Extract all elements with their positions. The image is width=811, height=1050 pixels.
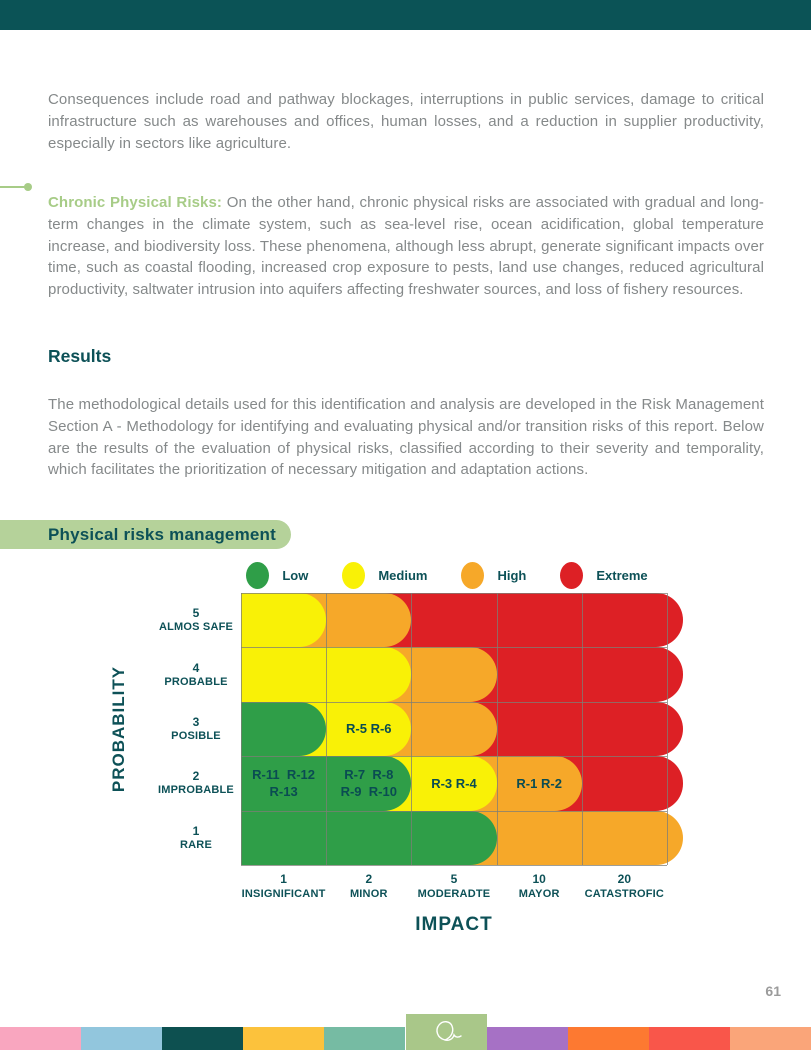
impact-axis-title: IMPACT (415, 914, 493, 935)
extreme-dot-icon (560, 562, 583, 589)
medium-dot-icon (342, 562, 365, 589)
risk-id-line: R-9 R-10 (340, 784, 397, 800)
page-number: 61 (765, 983, 781, 999)
risk-cell-label (497, 756, 582, 810)
top-bar (0, 0, 811, 30)
section-title-pill (0, 520, 291, 549)
bullet-connector-line (0, 186, 26, 188)
legend-label: Medium (378, 567, 428, 583)
matrix-row-prob-5 (241, 593, 667, 647)
risk-legend (84, 560, 810, 590)
footer-color-block (81, 1027, 162, 1050)
risk-band-green (241, 811, 497, 865)
footer-color-block (243, 1027, 324, 1050)
risk-id-line: R-13 (269, 784, 298, 800)
matrix-gridline-vertical (411, 593, 412, 865)
probability-axis-ticks (153, 593, 239, 865)
legend-label: High (497, 567, 527, 583)
tick-name: POSIBLE (171, 729, 221, 742)
impact-tick-2 (326, 872, 411, 908)
matrix-row-prob-1 (241, 811, 667, 865)
section-title: Physical risks management (48, 524, 277, 544)
probability-tick-4 (153, 647, 239, 701)
probability-tick-1 (153, 811, 239, 865)
bullet-connector-dot (24, 183, 32, 191)
tick-name: ALMOS SAFE (158, 621, 234, 634)
risk-id-line: R-5 R-6 (346, 721, 392, 737)
tick-name: MODERADTE (417, 888, 491, 900)
impact-tick-1 (241, 872, 326, 908)
probability-axis-title: PROBABILITY (109, 665, 128, 793)
tick-name: PROBABLE (164, 675, 228, 688)
risk-id-line: R-11 R-12 (252, 767, 316, 783)
tick-name: IMPROBABLE (158, 784, 234, 797)
risk-cell-label (326, 702, 411, 756)
risk-cell-label (411, 756, 496, 810)
tick-number: 4 (192, 660, 200, 675)
paragraph-chronic-risks (48, 192, 764, 301)
legend-label: Extreme (596, 567, 648, 583)
results-heading: Results (48, 345, 112, 366)
footer-color-block (487, 1027, 568, 1050)
risk-cell-label (326, 756, 411, 810)
paragraph-consequences: Consequences include road and pathway blockages, interruptions in public services, damage to critical infrastructure such as warehouses and offices, human losses, and a reduction in supplier productivity, especially in sectors like agriculture. (48, 91, 764, 152)
footer-color-block (730, 1027, 811, 1050)
chronic-risks-text: On the other hand, chronic physical risks are associated with gradual and long-term changes in the climate system, such as sea-level rise, ocean acidification, global temperature increase, and biodiversity loss. These phenomena, although less abrupt, generate significant impacts over time, such as coastal flooding, increased crop exposure to pests, land use changes, reduced agricultural productivity, saltwater intrusion into aquifers affecting freshwater sources, and loss of fishery resources. (48, 194, 765, 299)
tick-name: RARE (180, 838, 212, 851)
risk-id-line: R-7 R-8 (344, 767, 394, 783)
tick-name: CATASTROFIC (584, 888, 665, 900)
footer-color-block (162, 1027, 243, 1050)
risk-id-line: R-3 R-4 (431, 775, 477, 791)
tick-number: 5 (192, 606, 200, 621)
risk-cell-label (241, 756, 326, 810)
matrix-row-prob-3 (241, 702, 667, 756)
probability-tick-5 (153, 593, 239, 647)
footer-color-block (568, 1027, 649, 1050)
footer-color-block (0, 1027, 81, 1050)
footer-color-block (324, 1027, 405, 1050)
tick-number: 3 (192, 714, 200, 729)
matrix-gridline-horizontal (241, 811, 667, 812)
leaf-logo-icon (429, 1018, 463, 1046)
impact-tick-20 (582, 872, 667, 908)
risk-band-yellow (241, 593, 326, 647)
paragraph-methodology: The methodological details used for this identification and analysis are developed in the Risk Management Section A - Methodology for identifying and evaluating physical and/or transition risks of this report. Below are the results of the evaluation of physical risks, classified according to their severity and temporality, which facilitates the prioritization of necessary mitigation and adaptation actions. (48, 396, 764, 479)
tick-name: MINOR (349, 888, 388, 900)
footer-color-block (649, 1027, 730, 1050)
tick-name: MAYOR (518, 888, 560, 900)
matrix-gridline-vertical (241, 593, 242, 865)
impact-axis-ticks (241, 872, 667, 908)
tick-name: INSIGNIFICANT (241, 888, 326, 900)
footer-logo-block (406, 1014, 487, 1050)
probability-tick-3 (153, 702, 239, 756)
matrix-row-prob-4 (241, 647, 667, 701)
tick-number: 20 (617, 872, 632, 886)
tick-number: 2 (192, 769, 200, 784)
chronic-risks-lead: Chronic Physical Risks: (48, 194, 223, 211)
tick-number: 1 (280, 872, 287, 886)
legend-item-medium (342, 562, 427, 589)
risk-id-line: R-1 R-2 (516, 775, 562, 791)
matrix-gridline-horizontal (241, 702, 667, 703)
impact-tick-5 (411, 872, 496, 908)
matrix-gridline-horizontal (241, 865, 667, 866)
impact-tick-10 (497, 872, 582, 908)
matrix-gridline-horizontal (241, 647, 667, 648)
tick-number: 5 (450, 872, 458, 886)
matrix-gridline-horizontal (241, 593, 667, 594)
legend-item-low (246, 562, 308, 589)
low-dot-icon (246, 562, 269, 589)
matrix-gridline-vertical (582, 593, 583, 865)
probability-tick-2 (153, 756, 239, 810)
high-dot-icon (461, 562, 484, 589)
tick-number: 10 (532, 872, 546, 886)
risk-band-green (241, 702, 326, 756)
legend-label: Low (282, 567, 309, 583)
tick-number: 2 (365, 872, 373, 886)
matrix-gridline-vertical (667, 593, 668, 865)
legend-item-high (461, 562, 526, 589)
tick-number: 1 (192, 823, 200, 838)
legend-item-extreme (560, 562, 647, 589)
risk-matrix (241, 593, 667, 865)
matrix-gridline-vertical (497, 593, 498, 865)
